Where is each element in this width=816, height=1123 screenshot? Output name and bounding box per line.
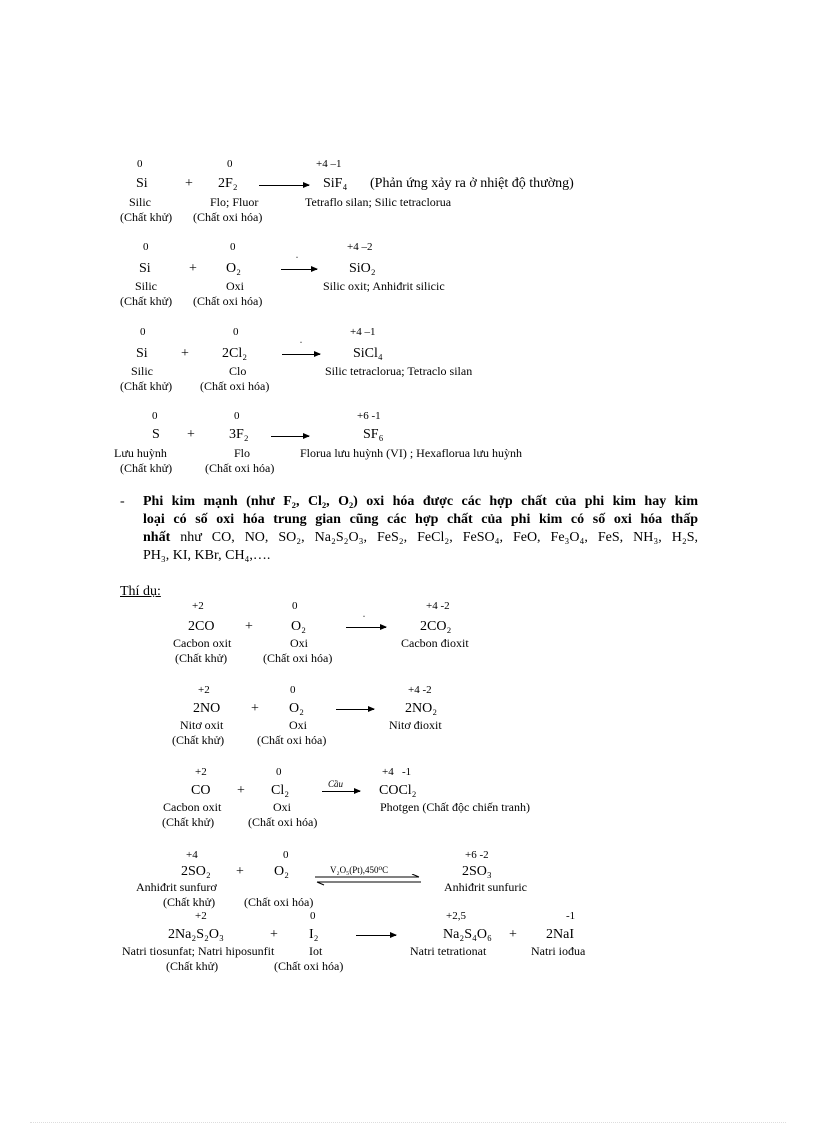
reactant-formula: 2SO₂ — [181, 864, 211, 879]
oxidation-number: +2 — [195, 910, 207, 922]
plus-sign: + — [181, 346, 189, 361]
oxidation-number: 0 — [137, 158, 143, 170]
oxidation-number: 0 — [140, 326, 146, 338]
reactant-formula: I₂ — [309, 927, 319, 942]
arrow-condition-mark: “ — [300, 342, 303, 347]
compound-name: Oxi — [289, 718, 307, 732]
compound-name: Iot — [309, 944, 323, 958]
reactant-formula: S — [152, 427, 160, 442]
compound-name: Natri tetrationat — [410, 944, 487, 958]
role-label: (Chất khử) — [172, 733, 225, 747]
arrow-condition: V₂O₅(Pt),450⁰C — [330, 865, 389, 875]
reaction-note: (Phản ứng xảy ra ở nhiệt độ thường) — [370, 176, 574, 191]
oxidation-number: +4 –2 — [347, 241, 373, 253]
oxidation-number: 0 — [233, 326, 239, 338]
oxidation-number: +4 -2 — [426, 600, 450, 612]
bullet-paragraph — [143, 493, 698, 565]
oxidation-number: +4 –1 — [350, 326, 376, 338]
compound-name: Flo — [234, 446, 251, 460]
compound-name: Oxi — [273, 800, 291, 814]
product-formula: 2NaI — [546, 927, 574, 942]
reactant-formula: 2NO — [193, 701, 221, 716]
product-formula: 2SO₃ — [462, 864, 492, 879]
compound-name: Clo — [229, 364, 247, 378]
role-label: (Chất khử) — [166, 959, 219, 973]
oxidation-number: 0 — [143, 241, 149, 253]
role-label: (Chất khử) — [120, 294, 173, 308]
oxidation-number: +2 — [195, 766, 207, 778]
arrow-condition-mark: “ — [296, 257, 299, 262]
paragraph-line: Phi kim mạnh (như F₂, Cl₂, O₂) oxi hóa được các hợp chất của phi kim hay kim — [143, 494, 698, 509]
compound-name: Anhiđrit sunfurơ — [136, 880, 217, 894]
oxidation-number: -1 — [566, 910, 576, 922]
compound-name: Nitơ oxit — [180, 718, 224, 732]
role-label: (Chất khử) — [175, 651, 228, 665]
reaction-arrow — [271, 436, 309, 437]
reactant-formula: CO — [191, 783, 211, 798]
compound-name: Tetraflo silan; Silic tetraclorua — [305, 195, 452, 209]
reactant-formula: 2F₂ — [218, 176, 238, 191]
role-label: (Chất oxi hóa) — [193, 294, 263, 308]
oxidation-number: +4 -2 — [408, 684, 432, 696]
reactant-formula: O₂ — [289, 701, 304, 716]
plus-sign: + — [236, 864, 244, 879]
compound-name: Cacbon oxit — [173, 636, 232, 650]
paragraph-text: như CO, NO, SO₂, Na₂S₂O₃, FeS₂, FeCl₂, FeSO₄, FeO, Fe₃O₄, FeS, NH₃, H₂S, — [170, 530, 698, 545]
compound-name: Oxi — [290, 636, 308, 650]
oxidation-number: 0 — [310, 910, 316, 922]
plus-sign: + — [270, 927, 278, 942]
compound-name: Flo; Fluor — [210, 195, 259, 209]
compound-name: Cacbon đioxit — [401, 636, 469, 650]
compound-name: Natri iođua — [531, 944, 586, 958]
equilibrium-arrow — [313, 874, 423, 886]
arrow-condition: Cầu — [328, 779, 344, 789]
role-label: (Chất oxi hóa) — [248, 815, 318, 829]
product-formula: Na₂S₄O₆ — [443, 927, 492, 942]
compound-name: Silic oxit; Anhiđrit silicic — [323, 279, 445, 293]
oxidation-number: 0 — [227, 158, 233, 170]
role-label: (Chất oxi hóa) — [263, 651, 333, 665]
role-label: (Chất khử) — [120, 210, 173, 224]
oxidation-number: 0 — [292, 600, 298, 612]
plus-sign: + — [237, 783, 245, 798]
reactant-formula: Si — [136, 346, 148, 361]
oxidation-number: +6 -2 — [465, 849, 489, 861]
reaction-arrow — [346, 627, 386, 628]
example-heading: Thí dụ: — [120, 584, 161, 599]
compound-name: Florua lưu huỳnh (VI) ; Hexaflorua lưu huỳnh — [300, 446, 522, 460]
product-formula: SiO₂ — [349, 261, 376, 276]
role-label: (Chất khử) — [163, 895, 216, 909]
oxidation-number: 0 — [152, 410, 158, 422]
reaction-arrow — [336, 709, 374, 710]
compound-name: Nitơ đioxit — [389, 718, 442, 732]
reactant-formula: Si — [139, 261, 151, 276]
oxidation-number: +2 — [192, 600, 204, 612]
paragraph-line: loại có số oxi hóa trung gian cũng các hợp chất của phi kim có số oxi hóa thấp — [143, 512, 698, 527]
product-formula: SF₆ — [363, 427, 384, 442]
reactant-formula: 2Na₂S₂O₃ — [168, 927, 224, 942]
reactant-formula: O₂ — [291, 619, 306, 634]
paragraph-bold-text: nhất — [143, 530, 171, 545]
role-label: (Chất oxi hóa) — [200, 379, 270, 393]
plus-sign: + — [189, 261, 197, 276]
arrow-condition-mark: “ — [363, 616, 366, 621]
reactant-formula: Cl₂ — [271, 783, 290, 798]
plus-sign: + — [185, 176, 193, 191]
role-label: (Chất khử) — [120, 379, 173, 393]
compound-name: Silic — [131, 364, 154, 378]
oxidation-number: 0 — [290, 684, 296, 696]
compound-name: Cacbon oxit — [163, 800, 222, 814]
reactant-formula: 3F₂ — [229, 427, 249, 442]
plus-sign: + — [251, 701, 259, 716]
compound-name: Silic — [129, 195, 152, 209]
plus-sign: + — [245, 619, 253, 634]
reaction-arrow — [259, 185, 309, 186]
reaction-arrow — [281, 269, 317, 270]
oxidation-number: +6 -1 — [357, 410, 381, 422]
compound-name: Silic tetraclorua; Tetraclo silan — [325, 364, 473, 378]
reactant-formula: O₂ — [274, 864, 289, 879]
plus-sign: + — [187, 427, 195, 442]
role-label: (Chất oxi hóa) — [244, 895, 314, 909]
compound-name: Oxi — [226, 279, 244, 293]
oxidation-number: +2 — [198, 684, 210, 696]
paragraph-line — [143, 529, 698, 547]
plus-sign: + — [509, 927, 517, 942]
product-formula: SiCl₄ — [353, 346, 383, 361]
product-formula: 2NO₂ — [405, 701, 438, 716]
compound-name: Natri tiosunfat; Natri hiposunfit — [122, 944, 275, 958]
reaction-arrow — [356, 935, 396, 936]
product-formula: COCl₂ — [379, 783, 417, 798]
oxidation-number: 0 — [283, 849, 289, 861]
oxidation-number: +4 -1 — [382, 766, 412, 778]
role-label: (Chất khử) — [162, 815, 215, 829]
bullet-dash: - — [120, 494, 125, 509]
role-label: (Chất khử) — [120, 461, 173, 475]
role-label: (Chất oxi hóa) — [193, 210, 263, 224]
compound-name: Silic — [135, 279, 158, 293]
role-label: (Chất oxi hóa) — [257, 733, 327, 747]
oxidation-number: +4 — [186, 849, 198, 861]
reaction-arrow — [322, 791, 360, 792]
role-label: (Chất oxi hóa) — [274, 959, 344, 973]
product-formula: SiF₄ — [323, 176, 348, 191]
oxidation-number: 0 — [234, 410, 240, 422]
oxidation-number: 0 — [276, 766, 282, 778]
oxidation-number: +4 –1 — [316, 158, 342, 170]
oxidation-number: 0 — [230, 241, 236, 253]
compound-name: Lưu huỳnh — [114, 446, 167, 460]
role-label: (Chất oxi hóa) — [205, 461, 275, 475]
reaction-arrow — [282, 354, 320, 355]
product-formula: 2CO₂ — [420, 619, 452, 634]
reactant-formula: 2Cl₂ — [222, 346, 248, 361]
oxidation-number: +2,5 — [446, 910, 466, 922]
paragraph-line: PH₃, KI, KBr, CH₄,…. — [143, 548, 271, 563]
compound-name: Anhiđrit sunfuric — [444, 880, 527, 894]
reactant-formula: O₂ — [226, 261, 241, 276]
reactant-formula: Si — [136, 176, 148, 191]
reactant-formula: 2CO — [188, 619, 215, 634]
compound-name: Photgen (Chất độc chiến tranh) — [380, 800, 530, 814]
